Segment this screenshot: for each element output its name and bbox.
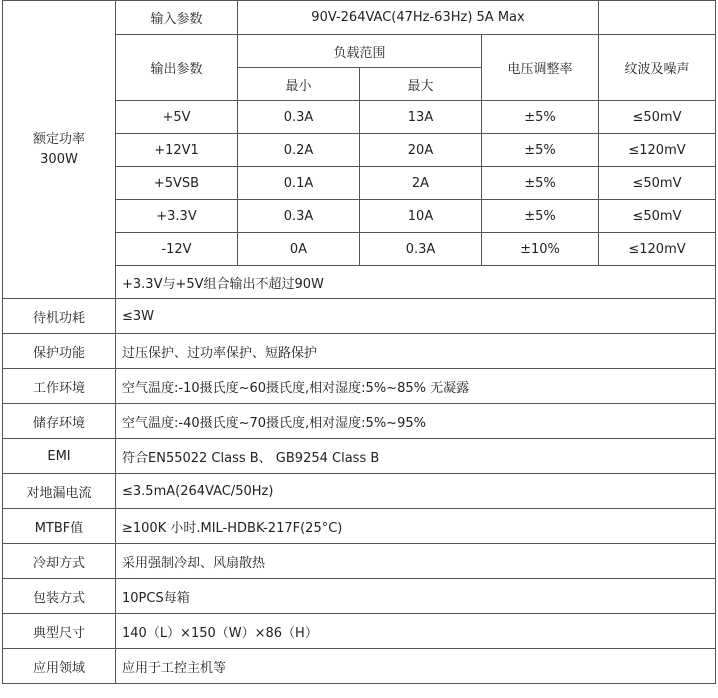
rail-ripple: ≤50mV	[599, 167, 716, 200]
rail-name: +3.3V	[116, 200, 238, 233]
rail-name: -12V	[116, 233, 238, 266]
spec-label: 冷却方式	[3, 544, 116, 579]
table-row	[3, 509, 716, 544]
rail-min: 0A	[238, 233, 360, 266]
spec-value: 符合EN55022 Class B、 GB9254 Class B	[116, 439, 716, 474]
spec-value: 10PCS每箱	[116, 579, 716, 614]
max-header: 最大	[360, 68, 482, 101]
spec-label: 储存环境	[3, 404, 116, 439]
spec-label: 对地漏电流	[3, 474, 116, 509]
table-row	[3, 614, 716, 649]
rail-max: 13A	[360, 101, 482, 134]
rail-ripple: ≤120mV	[599, 233, 716, 266]
spec-value: 过压保护、过功率保护、短路保护	[116, 334, 716, 369]
ripple-header: 纹波及噪声	[599, 35, 716, 101]
rated-power-label: 额定功率	[32, 131, 85, 147]
spec-label: 包装方式	[3, 579, 116, 614]
rail-min: 0.2A	[238, 134, 360, 167]
spec-label: 应用领域	[3, 649, 116, 684]
rail-ripple: ≤50mV	[599, 101, 716, 134]
spec-value: 采用强制冷却、风扇散热	[116, 544, 716, 579]
rated-power-value: 300W	[40, 151, 78, 167]
spec-value: ≥100K 小时.MIL-HDBK-217F(25°C)	[116, 509, 716, 544]
input-label: 输入参数	[116, 1, 238, 35]
spec-value: 140（L）×150（W）×86（H）	[116, 614, 716, 649]
rated-power-cell	[3, 1, 116, 299]
rail-max: 10A	[360, 200, 482, 233]
table-row	[3, 474, 716, 509]
rail-regulation: ±5%	[482, 101, 599, 134]
spec-value: 空气温度:-40摄氏度~70摄氏度,相对湿度:5%~95%	[116, 404, 716, 439]
table-row	[3, 439, 716, 474]
min-header: 最小	[238, 68, 360, 101]
rail-name: +5VSB	[116, 167, 238, 200]
combined-output-note: +3.3V与+5V组合输出不超过90W	[116, 266, 716, 299]
table-row	[3, 544, 716, 579]
rail-name: +5V	[116, 101, 238, 134]
rail-name: +12V1	[116, 134, 238, 167]
load-range-header: 负载范围	[238, 35, 482, 68]
rail-max: 0.3A	[360, 233, 482, 266]
spec-label: 典型尺寸	[3, 614, 116, 649]
spec-value: ≤3W	[116, 299, 716, 334]
table-row	[3, 369, 716, 404]
spec-label: EMI	[3, 439, 116, 474]
rail-max: 2A	[360, 167, 482, 200]
input-value: 90V-264VAC(47Hz-63Hz) 5A Max	[238, 1, 599, 35]
spec-label: 待机功耗	[3, 299, 116, 334]
spec-table	[2, 0, 716, 684]
spec-value: 空气温度:-10摄氏度~60摄氏度,相对湿度:5%~85% 无凝露	[116, 369, 716, 404]
rail-max: 20A	[360, 134, 482, 167]
table-row	[3, 649, 716, 684]
rail-min: 0.3A	[238, 101, 360, 134]
table-row	[3, 404, 716, 439]
spec-value: ≤3.5mA(264VAC/50Hz)	[116, 474, 716, 509]
spec-label: 工作环境	[3, 369, 116, 404]
rail-ripple: ≤50mV	[599, 200, 716, 233]
spec-label: 保护功能	[3, 334, 116, 369]
rail-regulation: ±5%	[482, 167, 599, 200]
table-row	[3, 334, 716, 369]
table-row-input	[3, 1, 716, 35]
regulation-header: 电压调整率	[482, 35, 599, 101]
input-empty-cell	[599, 1, 716, 35]
table-row	[3, 299, 716, 334]
rail-regulation: ±10%	[482, 233, 599, 266]
rail-min: 0.3A	[238, 200, 360, 233]
rail-regulation: ±5%	[482, 200, 599, 233]
output-label: 输出参数	[116, 35, 238, 101]
spec-label: MTBF值	[3, 509, 116, 544]
rail-min: 0.1A	[238, 167, 360, 200]
spec-value: 应用于工控主机等	[116, 649, 716, 684]
table-row	[3, 579, 716, 614]
rail-regulation: ±5%	[482, 134, 599, 167]
rail-ripple: ≤120mV	[599, 134, 716, 167]
